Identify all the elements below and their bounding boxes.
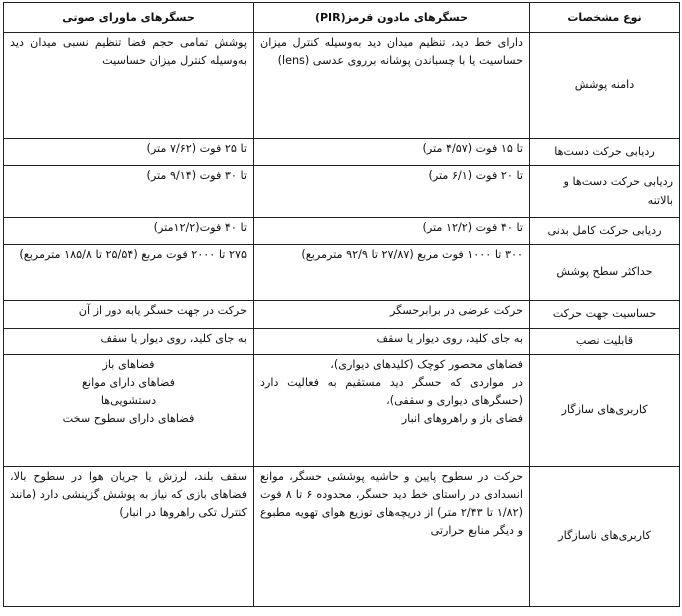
ultrasonic-cell: تا ۴۰ فوت(۱۲/۲متر)	[4, 218, 254, 245]
feature-cell: ردیابی حرکت دست‌ها و بالاتنه	[530, 166, 680, 218]
table-row	[4, 33, 680, 139]
feature-cell: قابلیت نصب	[530, 329, 680, 355]
pir-cell	[254, 355, 530, 467]
pir-cell: تا ۱۵ فوت (۴/۵۷ متر)	[254, 139, 530, 166]
ultrasonic-cell: ۲۷۵ تا ۲۰۰۰ فوت مربع (۲۵/۵۴ تا ۱۸۵/۸ مترمربع)	[4, 245, 254, 301]
pir-cell: ۳۰۰ تا ۱۰۰۰ فوت مربع (۲۷/۸۷ تا ۹۲/۹ مترمربع)	[254, 245, 530, 301]
header-feature: نوع مشخصات	[530, 3, 680, 33]
table-row	[4, 139, 680, 166]
table-header-row	[4, 3, 680, 33]
feature-cell: ردیابی حرکت کامل بدنی	[530, 218, 680, 245]
ultrasonic-cell: حرکت در جهت حسگر یابه دور از آن	[4, 301, 254, 329]
table-row	[4, 218, 680, 245]
feature-cell: دامنه پوشش	[530, 33, 680, 139]
feature-cell: کاربری‌های سازگار	[530, 355, 680, 467]
pir-line: فضای باز و راهروهای انبار	[401, 412, 523, 426]
ultrasonic-cell: سقف بلند، لرزش یا جریان هوا در سطوح بالا، فضاهای بازی که نیاز به پوشش گزینشی دارد (مانند کنترل تکی راهروها در انبار)	[4, 467, 254, 607]
pir-cell: حرکت عرضی در برابرحسگر	[254, 301, 530, 329]
pir-line: فضاهای محصور کوچک (کلیدهای دیواری)،	[330, 358, 523, 371]
ultrasonic-cell	[4, 355, 254, 467]
pir-cell: تا ۲۰ فوت (۶/۱ متر)	[254, 166, 530, 218]
table-row	[4, 355, 680, 467]
header-ultrasonic: حسگرهای ماورای صوتی	[4, 3, 254, 33]
ultrasonic-line: دستشویی‌ها	[100, 394, 157, 408]
table-row	[4, 166, 680, 218]
table-row	[4, 245, 680, 301]
ultrasonic-cell: پوشش تمامی حجم فضا تنظیم نسبی میدان دید به‌وسیله کنترل میزان حساسیت	[4, 33, 254, 139]
ultrasonic-cell: تا ۲۵ فوت (۷/۶۲ متر)	[4, 139, 254, 166]
ultrasonic-line: فضاهای دارای موانع	[82, 376, 175, 390]
pir-cell: حرکت در سطوح پایین و حاشیه پوششی حسگر، موانع انسدادی در راستای خط دید حسگر، محدوده ۶ تا ۸ فوت (۱/۸۲ تا ۲/۴۳ متر) از دریچه‌های توزیع هوای تهویه مطبوع و دیگر منابع حرارتی	[254, 467, 530, 607]
pir-cell: تا ۴۰ فوت (۱۲/۲ متر)	[254, 218, 530, 245]
feature-cell: حداکثر سطح پوشش	[530, 245, 680, 301]
pir-cell: دارای خط دید، تنظیم میدان دید به‌وسیله کنترل میزان حساسیت یا با چسباندن پوشانه برروی عدسی (lens)	[254, 33, 530, 139]
feature-cell: ردیابی حرکت دست‌ها	[530, 139, 680, 166]
table-row	[4, 467, 680, 607]
sensor-comparison-table	[3, 2, 680, 607]
feature-cell: کاربری‌های ناسازگار	[530, 467, 680, 607]
pir-cell: به جای کلید، روی دیوار یا سقف	[254, 329, 530, 355]
feature-cell: حساسیت جهت حرکت	[530, 301, 680, 329]
table-row	[4, 301, 680, 329]
table-row	[4, 329, 680, 355]
pir-line: در مواردی که حسگر دید مستقیم به فعالیت دارد (حسگرهای دیواری و سقفی)،	[260, 376, 523, 408]
ultrasonic-cell: تا ۳۰ فوت (۹/۱۴ متر)	[4, 166, 254, 218]
ultrasonic-line: فضاهای باز	[102, 358, 155, 371]
ultrasonic-cell: به جای کلید، روی دیوار یا سقف	[4, 329, 254, 355]
ultrasonic-line: فضاهای دارای سطوح سخت	[62, 412, 195, 426]
header-pir: حسگرهای مادون قرمز(PIR)	[254, 3, 530, 33]
